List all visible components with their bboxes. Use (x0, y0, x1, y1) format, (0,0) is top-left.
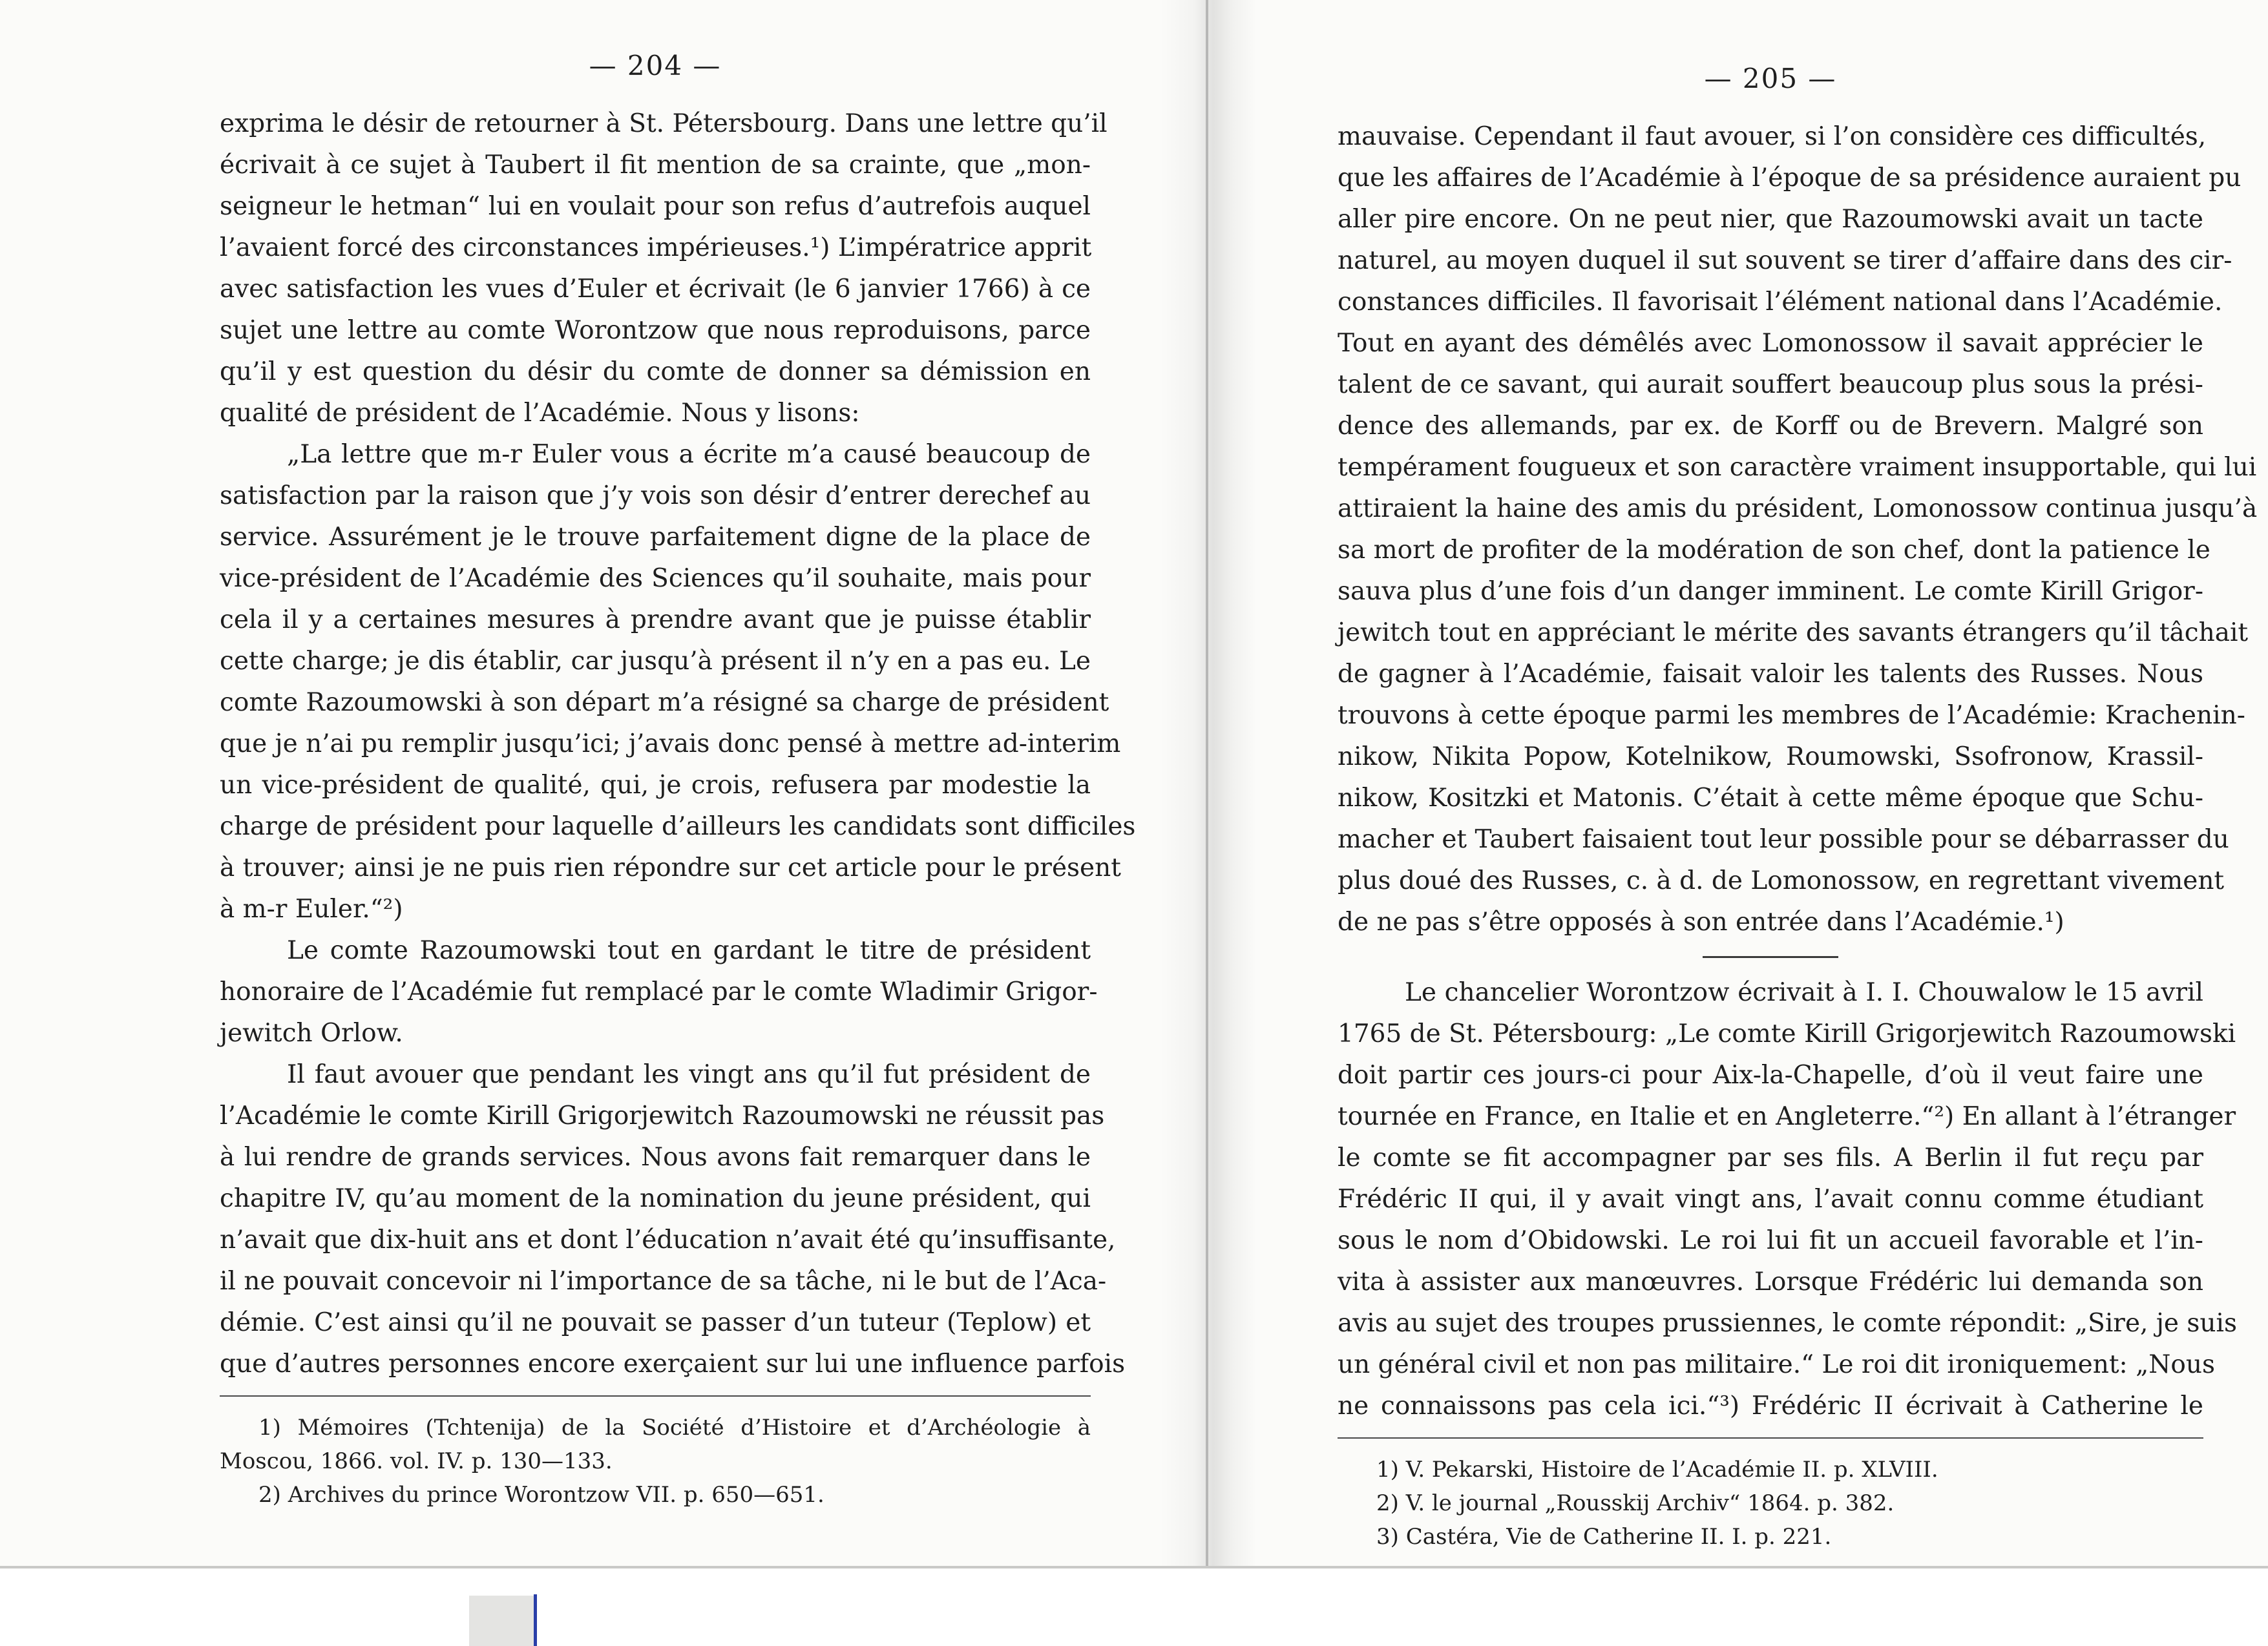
text-line: ne connaissons pas cela ici.“³) Frédéric II écrivait à Catherine le (1338, 1391, 2203, 1421)
text-line: honoraire de l’Académie fut remplacé par le comte Wladimir Grigor- (220, 977, 1098, 1006)
text-line: naturel, au moyen duquel il sut souvent se tirer d’affaire dans des cir- (1338, 246, 2232, 275)
text-line: démie. C’est ainsi qu’il ne pouvait se passer d’un tuteur (Teplow) et (220, 1308, 1091, 1337)
text-line: macher et Taubert faisaient tout leur possible pour se débarrasser du (1338, 825, 2229, 854)
text-line: chapitre IV, qu’au moment de la nomination du jeune président, qui (220, 1184, 1091, 1213)
text-line: que les affaires de l’Académie à l’époque de sa présidence auraient pu (1338, 163, 2242, 193)
text-line: qu’il y est question du désir du comte de donner sa démission en (220, 357, 1091, 386)
section-separator (1703, 956, 1838, 958)
text-line: tempérament fougueux et son caractère vraiment insupportable, qui lui (1338, 453, 2257, 482)
text-line: talent de ce savant, qui aurait souffert beaucoup plus sous la prési- (1338, 370, 2203, 399)
text-line: sauva plus d’une fois d’un danger imminent. Le comte Kirill Grigor- (1338, 577, 2203, 606)
text-line: que je n’ai pu remplir jusqu’ici; j’avais donc pensé à mettre ad-interim (220, 729, 1121, 758)
footnote-line: 3) Castéra, Vie de Catherine II. I. p. 221. (1376, 1524, 1832, 1550)
text-line: l’avaient forcé des circonstances impérieuses.¹) L’impératrice apprit (220, 233, 1092, 262)
text-line: Frédéric II qui, il y avait vingt ans, l’avait connu comme étudiant (1338, 1185, 2203, 1214)
text-line: mauvaise. Cependant il faut avouer, si l’on considère ces difficultés, (1338, 122, 2207, 151)
text-line: l’Académie le comte Kirill Grigorjewitch Razoumowski ne réussit pas (220, 1101, 1105, 1130)
text-line: constances difficiles. Il favorisait l’élément national dans l’Académie. (1338, 287, 2223, 317)
text-line: à m-r Euler.“²) (220, 895, 403, 924)
footnote-rule (1338, 1437, 2203, 1439)
text-line: plus doué des Russes, c. à d. de Lomonossow, en regrettant vivement (1338, 866, 2225, 895)
footnote-line: 2) V. le journal „Rousskij Archiv“ 1864. p. 382. (1376, 1490, 1895, 1516)
text-line: Tout en ayant des démêlés avec Lomonossow il savait apprécier le (1338, 329, 2203, 358)
text-line: nikow, Nikita Popow, Kotelnikow, Roumowski, Ssofronow, Krassil- (1338, 742, 2203, 771)
text-line: à lui rendre de grands services. Nous avons fait remarquer dans le (220, 1143, 1091, 1172)
text-line: dence des allemands, par ex. de Korff ou de Brevern. Malgré son (1338, 412, 2203, 441)
page-body (220, 103, 1136, 1385)
text-line: charge de président pour laquelle d’ailleurs les candidats sont difficiles (220, 812, 1136, 841)
text-line: écrivait à ce sujet à Taubert il fit mention de sa crainte, que „mon- (220, 151, 1091, 180)
page-number: — 204 — (589, 50, 722, 81)
text-line: Le comte Razoumowski tout en gardant le titre de président (287, 936, 1091, 965)
text-line: jewitch Orlow. (220, 1019, 403, 1048)
page-body (1338, 116, 2258, 1427)
text-line: qualité de président de l’Académie. Nous y lisons: (220, 399, 860, 428)
text-line: 1765 de St. Pétersbourg: „Le comte Kirill Grigorjewitch Razoumowski (1338, 1019, 2236, 1048)
text-line: aller pire encore. On ne peut nier, que Razoumowski avait un tacte (1338, 205, 2203, 234)
book-fold (1206, 0, 1208, 1567)
text-line: service. Assurément je le trouve parfaitement digne de la place de (220, 523, 1091, 552)
text-line: de ne pas s’être opposés à son entrée dans l’Académie.¹) (1338, 908, 2064, 937)
text-line: satisfaction par la raison que j’y vois son désir d’entrer derechef au (220, 481, 1091, 510)
edge-marker (534, 1594, 537, 1646)
text-line: il ne pouvait concevoir ni l’importance de sa tâche, ni le but de l’Aca- (220, 1267, 1107, 1296)
text-line: doit partir ces jours-ci pour Aix-la-Chapelle, d’où il veut faire une (1338, 1061, 2203, 1090)
text-line: cela il y a certaines mesures à prendre avant que je puisse établir (220, 605, 1091, 634)
text-line: à trouver; ainsi je ne puis rien répondre sur cet article pour le présent (220, 853, 1121, 882)
text-line: „La lettre que m-r Euler vous a écrite m’a causé beaucoup de (287, 440, 1091, 469)
book-gutter-shadow (1160, 0, 1257, 1570)
footnote-line: 1) Mémoires (Tchtenija) de la Société d’Histoire et d’Archéologie à (258, 1415, 1091, 1441)
footnote-rule (220, 1395, 1091, 1397)
text-line: trouvons à cette époque parmi les membres de l’Académie: Krachenin- (1338, 701, 2245, 730)
text-line: vice-président de l’Académie des Sciences qu’il souhaite, mais pour (220, 564, 1091, 593)
text-line: avis au sujet des troupes prussiennes, le comte répondit: „Sire, je suis (1338, 1309, 2238, 1338)
page-edge-strip (469, 1596, 534, 1646)
text-line: jewitch tout en appréciant le mérite des savants étrangers qu’il tâchait (1338, 618, 2249, 647)
text-line: exprima le désir de retourner à St. Pétersbourg. Dans une lettre qu’il (220, 109, 1108, 138)
footnotes (1338, 1453, 2203, 1554)
text-line: cette charge; je dis établir, car jusqu’à présent il n’y en a pas eu. Le (220, 647, 1091, 676)
footnotes (220, 1411, 1091, 1512)
text-line: Le chancelier Worontzow écrivait à I. I. Chouwalow le 15 avril (1405, 978, 2203, 1007)
text-line: un vice-président de qualité, qui, je crois, refusera par modestie la (220, 771, 1091, 800)
text-line: tournée en France, en Italie et en Angleterre.“²) En allant à l’étranger (1338, 1102, 2236, 1131)
text-line: vita à assister aux manœuvres. Lorsque Frédéric lui demanda son (1338, 1267, 2203, 1297)
text-line: que d’autres personnes encore exerçaient sur lui une influence parfois (220, 1349, 1126, 1379)
text-line: de gagner à l’Académie, faisait valoir les talents des Russes. Nous (1338, 660, 2203, 689)
page-number: — 205 — (1704, 63, 1837, 94)
text-line: avec satisfaction les vues d’Euler et écrivait (le 6 janvier 1766) à ce (220, 275, 1091, 304)
text-line: le comte se fit accompagner par ses fils. A Berlin il fut reçu par (1338, 1143, 2203, 1172)
left-page (220, 47, 1136, 1512)
text-line: Il faut avouer que pendant les vingt ans qu’il fut président de (287, 1060, 1091, 1089)
text-line: n’avait que dix-huit ans et dont l’éducation n’avait été qu’insuffisante, (220, 1225, 1116, 1255)
text-line: sujet une lettre au comte Worontzow que nous reproduisons, parce (220, 316, 1091, 345)
text-line: attiraient la haine des amis du président, Lomonossow continua jusqu’à (1338, 494, 2258, 523)
text-line: nikow, Kositzki et Matonis. C’était à cette même époque que Schu- (1338, 784, 2203, 813)
footnote-line: 2) Archives du prince Worontzow VII. p. 650—651. (258, 1482, 824, 1508)
right-page (1338, 59, 2258, 1554)
footnote-line: 1) V. Pekarski, Histoire de l’Académie II. p. XLVIII. (1376, 1457, 1938, 1483)
text-line: un général civil et non pas militaire.“ Le roi dit ironiquement: „Nous (1338, 1350, 2216, 1379)
text-line: comte Razoumowski à son départ m’a résigné sa charge de président (220, 688, 1109, 717)
footnote-line: Moscou, 1866. vol. IV. p. 130—133. (220, 1448, 613, 1474)
scanner-background (0, 1568, 2268, 1646)
text-line: sous le nom d’Obidowski. Le roi lui fit un accueil favorable et l’in- (1338, 1226, 2203, 1255)
text-line: seigneur le hetman“ lui en voulait pour son refus d’autrefois auquel (220, 192, 1091, 221)
text-line: sa mort de profiter de la modération de son chef, dont la patience le (1338, 536, 2210, 565)
